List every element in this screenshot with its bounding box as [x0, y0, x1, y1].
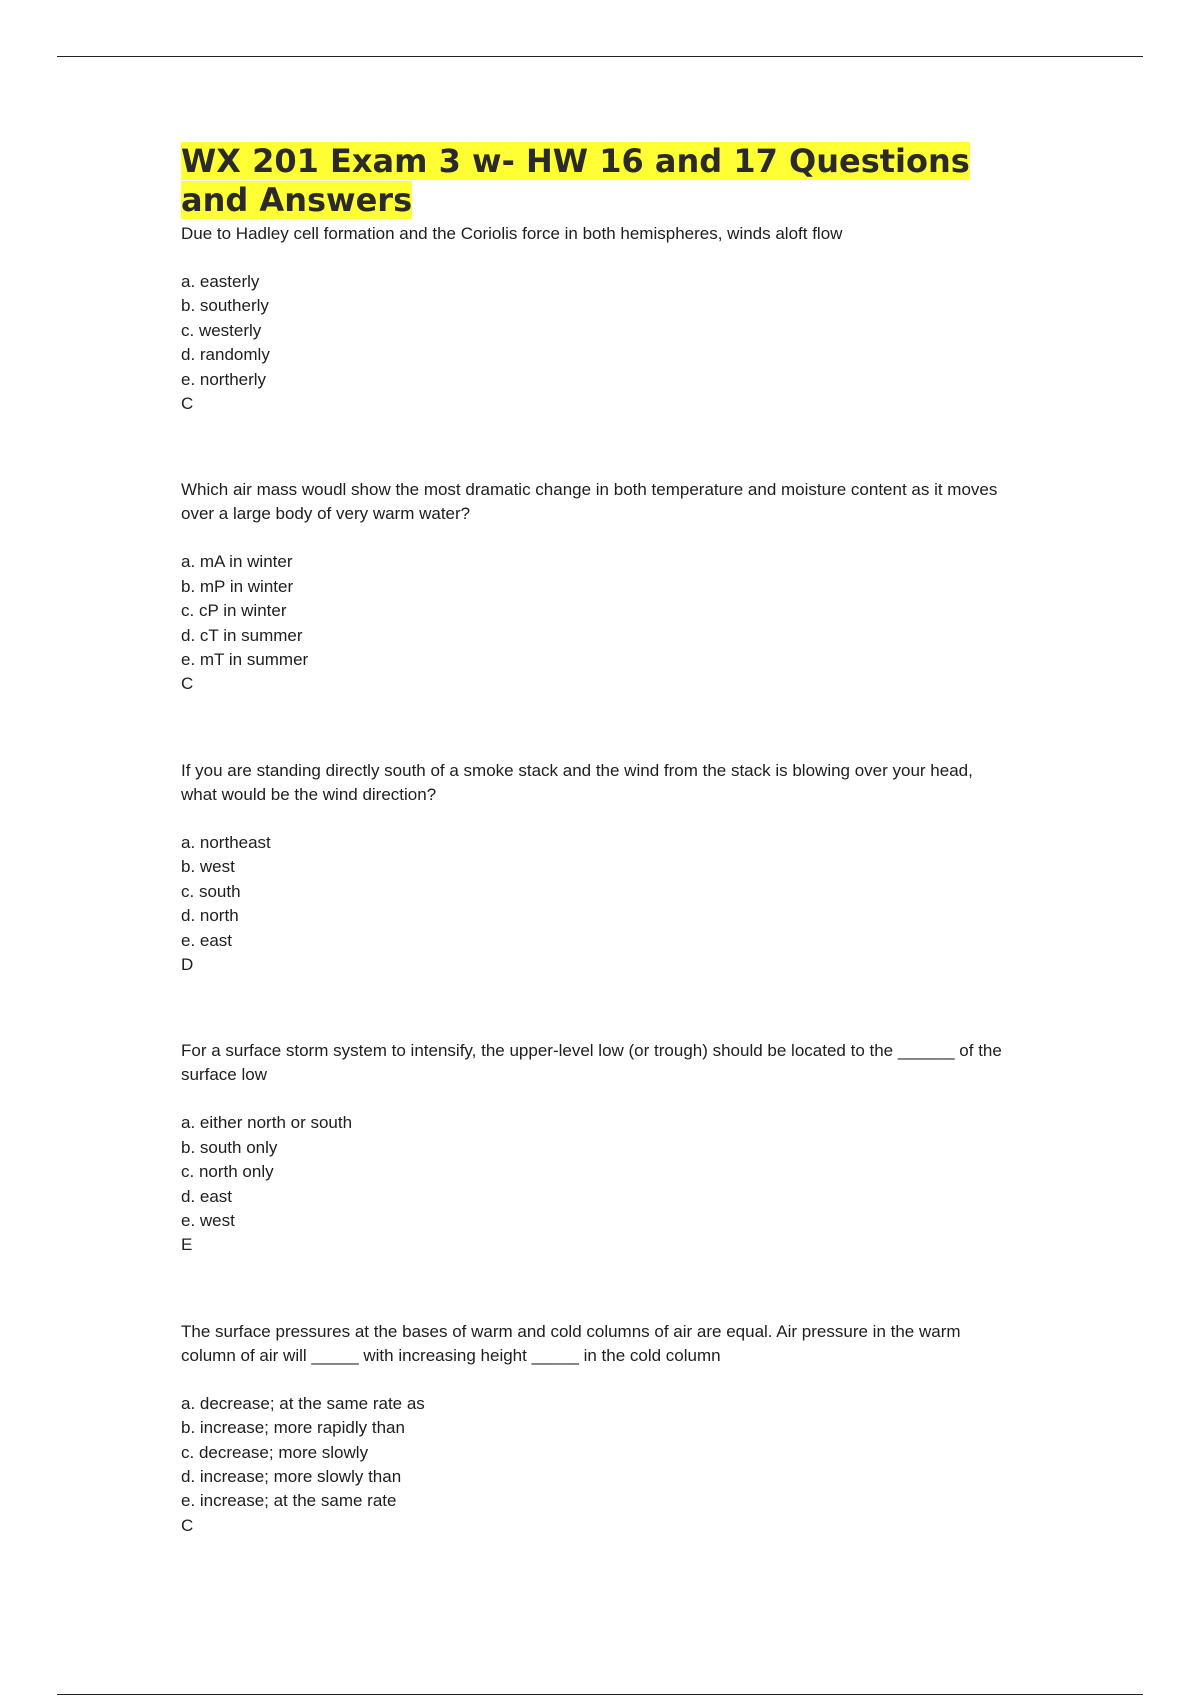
option-item: e. increase; at the same rate: [181, 1491, 397, 1511]
option-item: a. mA in winter: [181, 552, 293, 572]
question-text: Which air mass woudl show the most dramatic change in both temperature and moisture content as it moves over a large body of very warm water?: [181, 480, 998, 524]
answer-key: C: [181, 674, 194, 694]
question-text: For a surface storm system to intensify, the upper-level low (or trough) should be located to the ______ of the surface low: [181, 1041, 1002, 1085]
question-1: [181, 222, 1011, 416]
option-item: d. increase; more slowly than: [181, 1466, 402, 1486]
top-rule: [57, 56, 1143, 57]
option-item: a. easterly: [181, 272, 260, 291]
option-item: e. mT in summer: [181, 650, 309, 670]
option-list: [181, 831, 1011, 953]
answer-key: C: [181, 1515, 194, 1535]
bottom-rule: [57, 1694, 1143, 1695]
option-item: b. mP in winter: [181, 576, 294, 596]
option-item: b. south only: [181, 1137, 278, 1157]
option-item: d. east: [181, 1186, 233, 1206]
question-5: [181, 1320, 1011, 1538]
document-title-highlight: WX 201 Exam 3 w- HW 16 and 17 Questions and Answers: [181, 142, 970, 219]
option-list: [181, 270, 1011, 392]
option-list: [181, 550, 1011, 672]
option-item: c. south: [181, 881, 241, 901]
option-item: b. increase; more rapidly than: [181, 1418, 405, 1438]
option-item: e. west: [181, 1210, 235, 1230]
option-item: c. cP in winter: [181, 601, 287, 621]
option-list: [181, 1392, 1011, 1514]
option-item: b. west: [181, 857, 235, 877]
question-2: [181, 478, 1011, 696]
option-item: c. decrease; more slowly: [181, 1442, 369, 1462]
question-text: If you are standing directly south of a smoke stack and the wind from the stack is blowing over your head, what would be the wind direction?: [181, 760, 973, 804]
option-item: d. north: [181, 906, 239, 926]
option-item: d. cT in summer: [181, 625, 303, 645]
answer-key: D: [181, 954, 194, 974]
document-title: [181, 142, 1011, 220]
question-text: Due to Hadley cell formation and the Coriolis force in both hemispheres, winds aloft flow: [181, 224, 843, 243]
option-item: c. westerly: [181, 320, 262, 340]
option-item: a. decrease; at the same rate as: [181, 1393, 425, 1413]
answer-key: E: [181, 1235, 193, 1255]
option-item: a. northeast: [181, 832, 271, 852]
option-list: [181, 1111, 1011, 1233]
option-item: e. northerly: [181, 369, 267, 389]
answer-key: C: [181, 394, 194, 414]
option-item: a. either north or south: [181, 1113, 353, 1133]
option-item: b. southerly: [181, 296, 269, 316]
question-text: The surface pressures at the bases of warm and cold columns of air are equal. Air pressure in the warm column of air will _____ with increasing height _____ in the cold column: [181, 1321, 961, 1365]
question-3: [181, 759, 1011, 977]
document-body: [181, 142, 1011, 1538]
option-item: c. north only: [181, 1162, 274, 1182]
question-4: [181, 1039, 1011, 1257]
option-item: d. randomly: [181, 345, 270, 365]
option-item: e. east: [181, 930, 233, 950]
